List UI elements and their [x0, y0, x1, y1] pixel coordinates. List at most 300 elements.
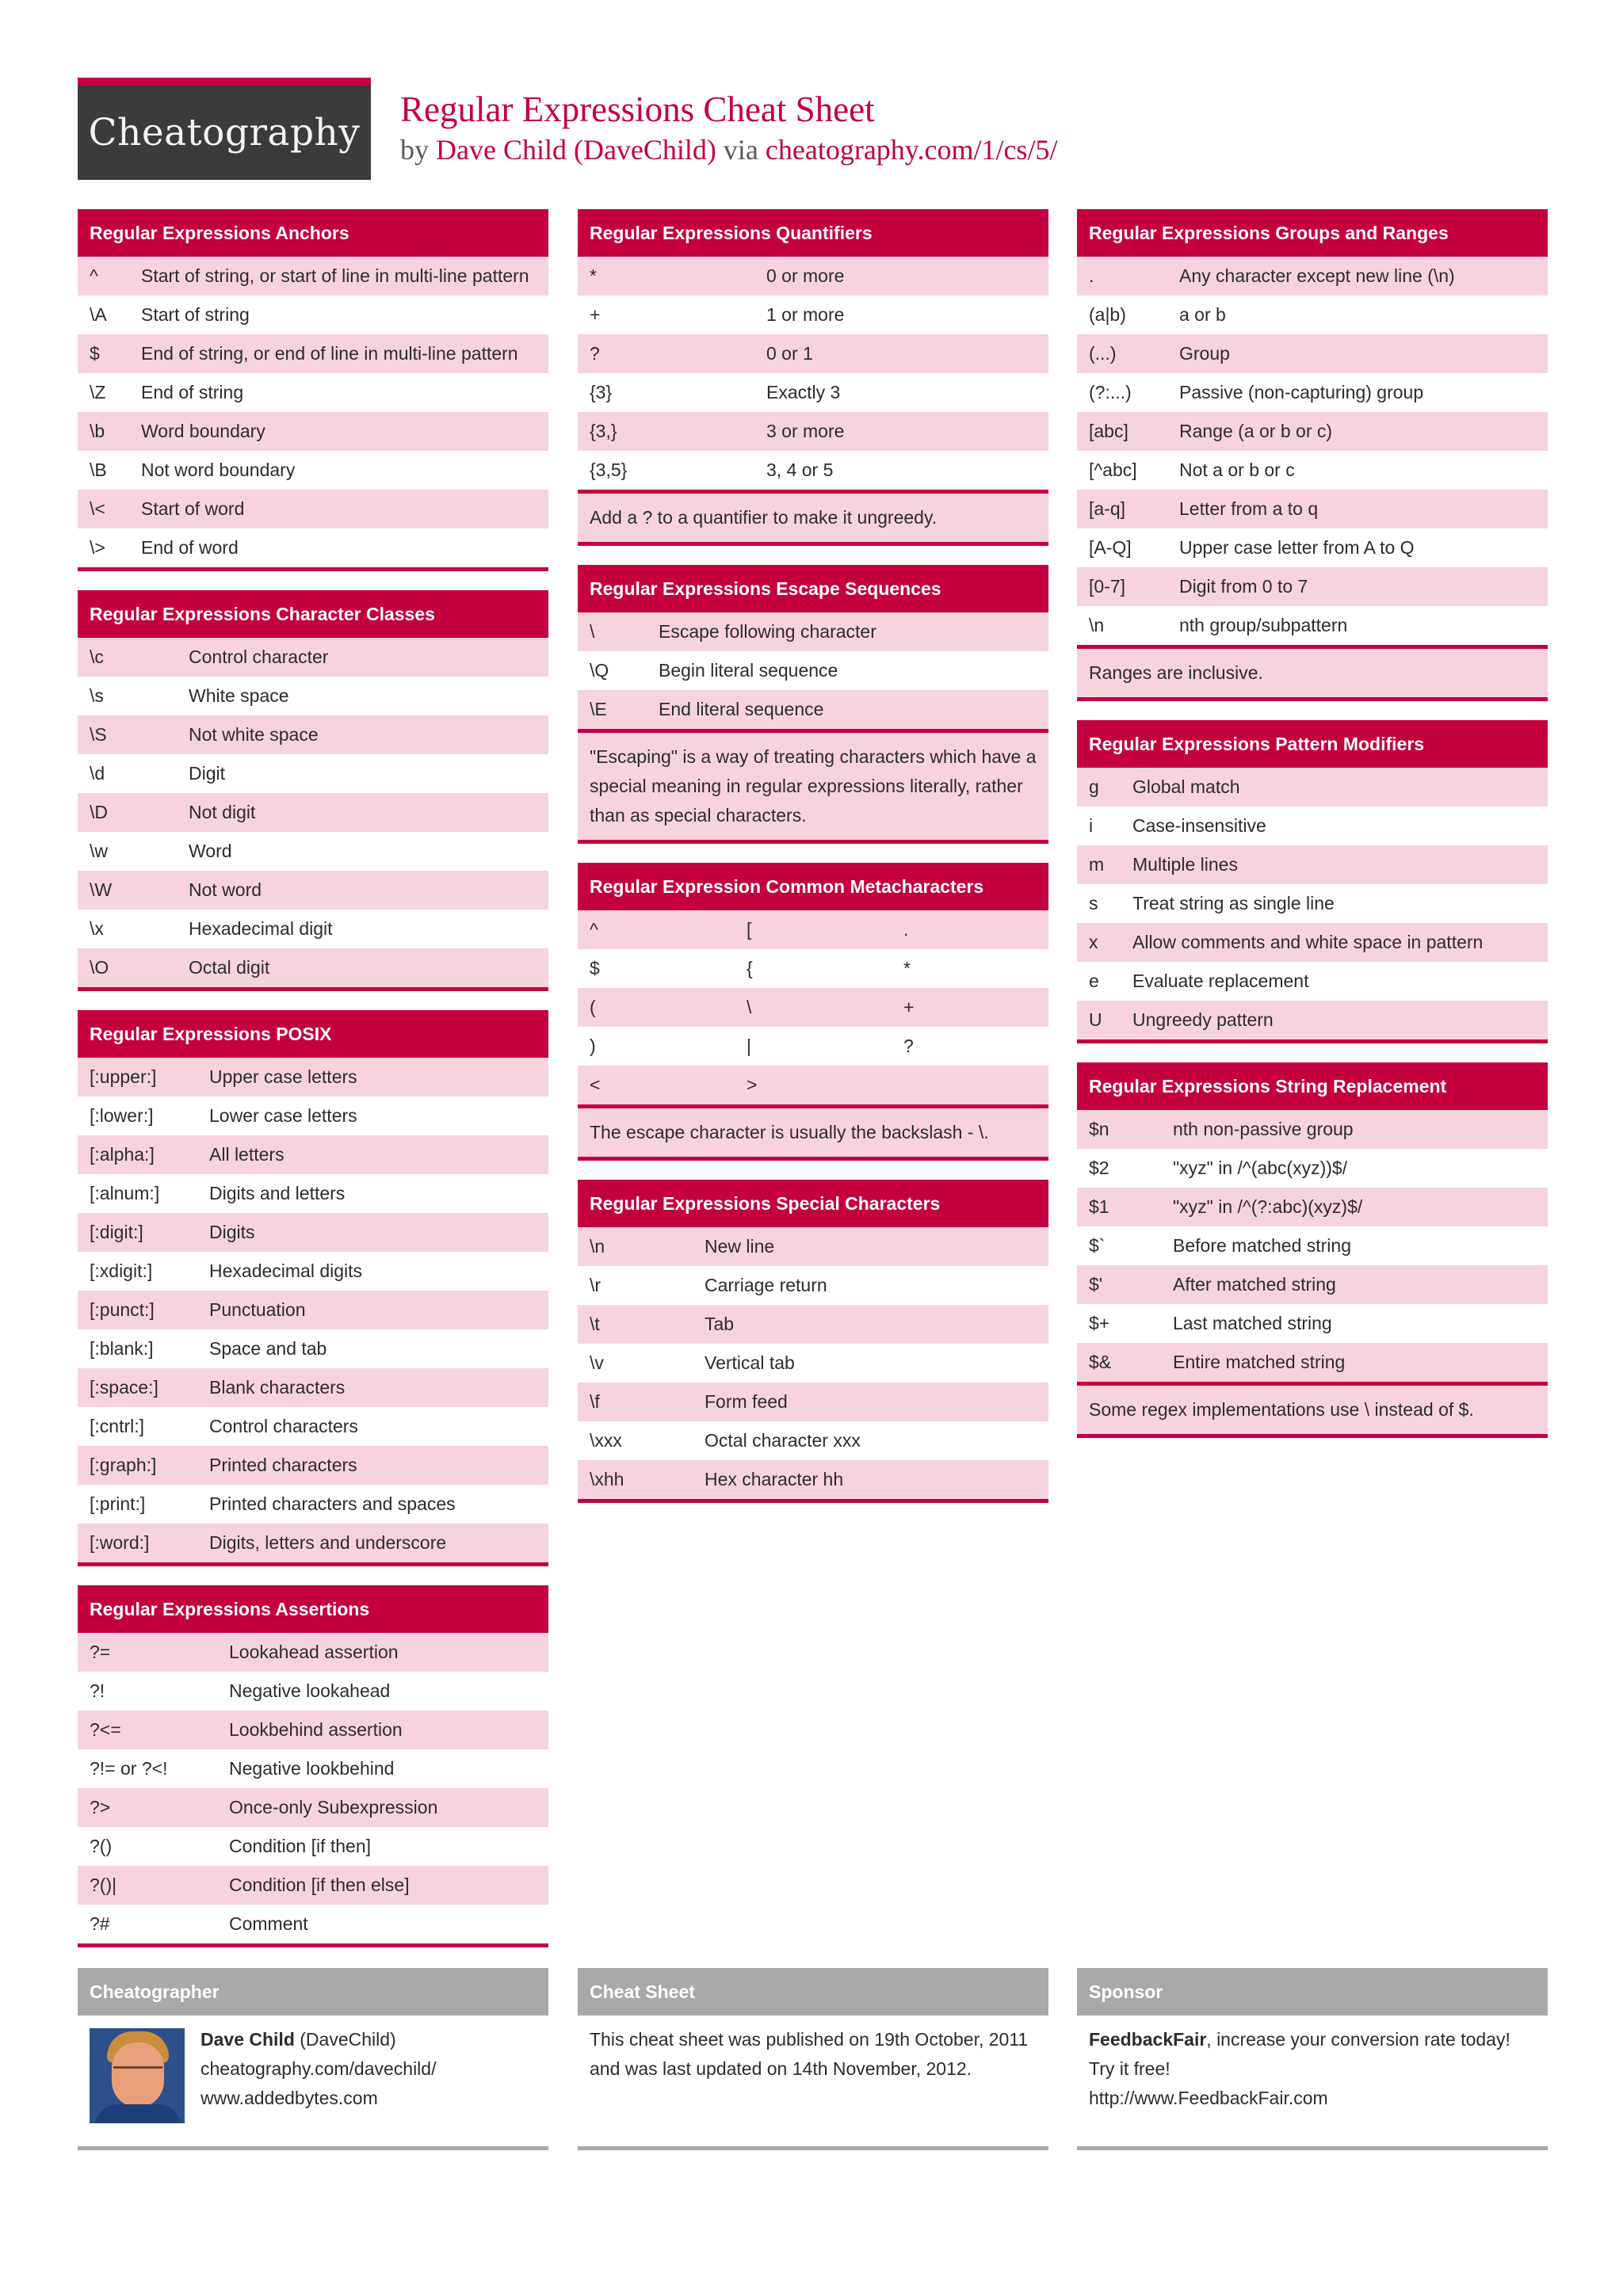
- section-note: Ranges are inclusive.: [1077, 649, 1548, 701]
- syntax-cell: g: [1089, 776, 1099, 797]
- table-row: [78, 296, 548, 334]
- table-row: [78, 1485, 548, 1524]
- section-string-replacement: [1077, 1062, 1548, 1438]
- description-cell: Evaluate replacement: [1132, 971, 1309, 991]
- table-row: [578, 690, 1048, 729]
- description-cell: \: [747, 997, 752, 1017]
- table-row: [1077, 567, 1548, 606]
- description-cell: *: [903, 958, 911, 978]
- section-escape-sequences: [578, 565, 1048, 844]
- syntax-cell: [:alnum:]: [90, 1183, 160, 1203]
- table-row: [78, 1291, 548, 1329]
- section-rows: [578, 910, 1048, 1108]
- section-rows: [78, 1058, 548, 1566]
- syntax-cell: \A: [90, 304, 107, 325]
- description-cell: Digit from 0 to 7: [1179, 576, 1308, 597]
- table-row: [578, 373, 1048, 412]
- description-cell: a or b: [1179, 304, 1226, 325]
- table-row: [78, 1097, 548, 1135]
- table-row: [1077, 528, 1548, 567]
- section-title: Regular Expressions String Replacement: [1077, 1062, 1548, 1110]
- section-title: Regular Expression Common Metacharacters: [578, 863, 1048, 910]
- sponsor-url-link[interactable]: http://www.FeedbackFair.com: [1089, 2088, 1328, 2108]
- column-2: [578, 209, 1048, 1522]
- syntax-cell: $n: [1089, 1119, 1109, 1139]
- syntax-cell: {3,5}: [590, 460, 628, 480]
- section-groups-ranges: [1077, 209, 1548, 701]
- description-cell: Entire matched string: [1173, 1352, 1346, 1372]
- table-row: [78, 871, 548, 910]
- table-row: [78, 1749, 548, 1788]
- syntax-cell: \O: [90, 957, 109, 978]
- footer-title: Cheatographer: [78, 1968, 548, 2016]
- section-title: Regular Expressions Anchors: [78, 209, 548, 257]
- syntax-cell: i: [1089, 815, 1094, 836]
- description-cell: Space and tab: [209, 1338, 327, 1359]
- table-row: [78, 754, 548, 793]
- syntax-cell: $': [1089, 1274, 1103, 1295]
- table-row: [578, 651, 1048, 690]
- description-cell: Ungreedy pattern: [1132, 1009, 1274, 1030]
- description-cell: nth non-passive group: [1173, 1119, 1354, 1139]
- description-cell: Lookahead assertion: [229, 1642, 399, 1662]
- avatar-glasses: [113, 2066, 162, 2080]
- description-cell: Printed characters and spaces: [209, 1493, 456, 1514]
- description-cell: After matched string: [1173, 1274, 1336, 1295]
- table-row: [1077, 768, 1548, 807]
- syntax-cell: ): [590, 1035, 596, 1056]
- syntax-cell: \B: [90, 460, 107, 480]
- section-rows: [78, 1633, 548, 1947]
- description-cell: 0 or 1: [766, 343, 813, 364]
- syntax-cell: ?>: [90, 1797, 111, 1817]
- table-row: [78, 1252, 548, 1291]
- description-cell: {: [747, 958, 753, 978]
- table-row: [578, 949, 1048, 988]
- description-cell: Letter from a to q: [1179, 498, 1319, 519]
- author-avatar[interactable]: [90, 2028, 185, 2123]
- table-row: [78, 1788, 548, 1827]
- table-row: [1077, 1343, 1548, 1382]
- description-cell: Escape following character: [659, 621, 876, 642]
- table-row: [78, 1827, 548, 1866]
- section-rows: [1077, 1110, 1548, 1386]
- syntax-cell: \S: [90, 724, 107, 745]
- syntax-cell: $: [590, 958, 600, 978]
- table-row: [78, 528, 548, 567]
- description-cell: Not word: [189, 879, 262, 900]
- syntax-cell: .: [1089, 265, 1094, 286]
- syntax-cell: $`: [1089, 1235, 1106, 1256]
- syntax-cell: ?<=: [90, 1719, 121, 1740]
- description-cell: Not a or b or c: [1179, 460, 1295, 480]
- section-posix: [78, 1010, 548, 1566]
- syntax-cell: e: [1089, 971, 1099, 991]
- description-cell: Start of word: [141, 498, 245, 519]
- syntax-cell: \Q: [590, 660, 609, 681]
- syntax-cell: ^: [590, 919, 598, 940]
- table-row: [578, 257, 1048, 296]
- description-cell: 3, 4 or 5: [766, 460, 834, 480]
- byline: [400, 133, 1057, 166]
- section-character-classes: [78, 590, 548, 991]
- section-rows: [78, 638, 548, 991]
- description-cell: Group: [1179, 343, 1230, 364]
- author-handle: (DaveChild): [300, 2029, 396, 2050]
- table-row: [78, 638, 548, 677]
- section-title: Regular Expressions Pattern Modifiers: [1077, 720, 1548, 768]
- syntax-cell: \Z: [90, 382, 106, 402]
- column-3: [1077, 209, 1548, 1457]
- table-row: [78, 1407, 548, 1446]
- sponsor-cta: Try it free!: [1089, 2058, 1170, 2079]
- table-row: [78, 1524, 548, 1562]
- logo-text: Cheatography: [88, 111, 361, 154]
- syntax-cell: \D: [90, 802, 108, 822]
- section-anchors: [78, 209, 548, 571]
- description-cell: Upper case letters: [209, 1066, 357, 1087]
- table-row: [78, 1672, 548, 1711]
- section-rows: [1077, 257, 1548, 649]
- section-note: Add a ? to a quantifier to make it ungreedy.: [578, 494, 1048, 546]
- section-rows: [578, 1227, 1048, 1503]
- description-cell: White space: [189, 685, 289, 706]
- table-row: [1077, 1304, 1548, 1343]
- byline-by: by: [400, 134, 429, 166]
- description-cell: Printed characters: [209, 1455, 357, 1475]
- table-row: [1077, 373, 1548, 412]
- syntax-cell: \r: [590, 1275, 601, 1295]
- description-cell: Negative lookahead: [229, 1680, 391, 1701]
- syntax-cell: ?!: [90, 1680, 105, 1701]
- description-cell: End of string: [141, 382, 244, 402]
- table-row: [578, 334, 1048, 373]
- table-row: [78, 257, 548, 296]
- table-row: [1077, 412, 1548, 451]
- description-cell: nth group/subpattern: [1179, 615, 1348, 635]
- syntax-cell: s: [1089, 893, 1098, 913]
- sponsor-text: [1077, 2016, 1548, 2113]
- syntax-cell: \<: [90, 498, 105, 519]
- description-cell: Passive (non-capturing) group: [1179, 382, 1424, 402]
- syntax-cell: \s: [90, 685, 104, 706]
- description-cell: 3 or more: [766, 421, 845, 441]
- table-row: [578, 296, 1048, 334]
- table-row: [1077, 807, 1548, 845]
- footer-title: Cheat Sheet: [578, 1968, 1048, 2016]
- description-cell: ?: [903, 1035, 914, 1056]
- description-cell: Not digit: [189, 802, 256, 822]
- syntax-cell: [:blank:]: [90, 1338, 154, 1359]
- syntax-cell: [:space:]: [90, 1377, 158, 1398]
- syntax-cell: [abc]: [1089, 421, 1128, 441]
- table-row: [578, 1266, 1048, 1305]
- description-cell: Hexadecimal digit: [189, 918, 333, 939]
- table-row: [78, 910, 548, 948]
- description-cell: Upper case letter from A to Q: [1179, 537, 1415, 558]
- table-row: [578, 1460, 1048, 1499]
- description-cell: End literal sequence: [659, 699, 824, 719]
- description-cell: Once-only Subexpression: [229, 1797, 438, 1817]
- section-metacharacters: [578, 863, 1048, 1161]
- description-cell: New line: [705, 1236, 775, 1257]
- description-cell: Start of string, or start of line in multi-line pattern: [141, 265, 529, 286]
- table-row: [1077, 962, 1548, 1001]
- syntax-cell: \W: [90, 879, 113, 900]
- author-line: [200, 2025, 436, 2054]
- syntax-cell: \t: [590, 1314, 600, 1334]
- syntax-cell: ?: [590, 343, 600, 364]
- description-cell: Start of string: [141, 304, 250, 325]
- syntax-cell: ^: [90, 265, 98, 286]
- description-cell: [892, 1066, 1048, 1104]
- syntax-cell: \: [590, 621, 595, 642]
- table-row: [78, 1866, 548, 1905]
- syntax-cell: \w: [90, 841, 108, 861]
- table-row: [1077, 334, 1548, 373]
- section-title: Regular Expressions Escape Sequences: [578, 565, 1048, 612]
- section-title: Regular Expressions Character Classes: [78, 590, 548, 638]
- table-row: [1077, 923, 1548, 962]
- description-cell: Range (a or b or c): [1179, 421, 1333, 441]
- column-1: [78, 209, 548, 1966]
- syntax-cell: $&: [1089, 1352, 1112, 1372]
- description-cell: Control character: [189, 646, 329, 667]
- description-cell: "xyz" in /^(?:abc)(xyz)$/: [1173, 1196, 1363, 1217]
- cheatography-logo[interactable]: [78, 78, 371, 180]
- description-cell: Digits: [209, 1222, 255, 1242]
- syntax-cell: [:punct:]: [90, 1299, 155, 1320]
- section-quantifiers: [578, 209, 1048, 546]
- syntax-cell: *: [590, 265, 597, 286]
- description-cell: Octal digit: [189, 957, 270, 978]
- description-cell: Not white space: [189, 724, 319, 745]
- table-row: [578, 910, 1048, 949]
- syntax-cell: \b: [90, 421, 105, 441]
- description-cell: Control characters: [209, 1416, 358, 1436]
- syntax-cell: (a|b): [1089, 304, 1126, 325]
- description-cell: Digit: [189, 763, 226, 784]
- table-row: [78, 451, 548, 490]
- section-note: The escape character is usually the backslash - \.: [578, 1108, 1048, 1161]
- description-cell: Condition [if then]: [229, 1836, 372, 1856]
- syntax-cell: (: [590, 997, 596, 1017]
- syntax-cell: [:cntrl:]: [90, 1416, 145, 1436]
- description-cell: Condition [if then else]: [229, 1875, 410, 1895]
- description-cell: Any character except new line (\n): [1179, 265, 1455, 286]
- section-pattern-modifiers: [1077, 720, 1548, 1043]
- table-row: [78, 334, 548, 373]
- description-cell: +: [903, 997, 915, 1017]
- syntax-cell: ?(): [90, 1836, 113, 1856]
- section-title: Regular Expressions Assertions: [78, 1585, 548, 1633]
- syntax-cell: +: [590, 304, 601, 325]
- table-row: [78, 948, 548, 987]
- author-details: [200, 2025, 436, 2113]
- table-row: [1077, 296, 1548, 334]
- description-cell: Digits, letters and underscore: [209, 1532, 447, 1553]
- description-cell: Lower case letters: [209, 1105, 357, 1126]
- table-row: [578, 988, 1048, 1027]
- syntax-cell: [0-7]: [1089, 576, 1126, 597]
- section-rows: [1077, 768, 1548, 1043]
- description-cell: Before matched string: [1173, 1235, 1352, 1256]
- syntax-cell: [:alpha:]: [90, 1144, 155, 1165]
- table-row: [578, 1421, 1048, 1460]
- syntax-cell: \n: [590, 1236, 605, 1257]
- table-row: [78, 1135, 548, 1174]
- syntax-cell: m: [1089, 854, 1105, 875]
- syntax-cell: {3,}: [590, 421, 617, 441]
- syntax-cell: ?!= or ?<!: [90, 1758, 168, 1779]
- description-cell: Vertical tab: [705, 1352, 795, 1373]
- table-row: [1077, 1265, 1548, 1304]
- description-cell: Form feed: [705, 1391, 788, 1412]
- table-row: [78, 1905, 548, 1943]
- section-assertions: [78, 1585, 548, 1947]
- page-title: Regular Expressions Cheat Sheet: [400, 90, 875, 129]
- description-cell: Multiple lines: [1132, 854, 1238, 875]
- author-profile-link[interactable]: cheatography.com/davechild/: [200, 2058, 437, 2079]
- syntax-cell: [A-Q]: [1089, 537, 1132, 558]
- table-row: [1077, 845, 1548, 884]
- syntax-cell: [^abc]: [1089, 460, 1137, 480]
- section-note: Some regex implementations use \ instead of $.: [1077, 1386, 1548, 1438]
- table-row: [78, 490, 548, 528]
- table-row: [578, 412, 1048, 451]
- author-website-link[interactable]: www.addedbytes.com: [200, 2088, 378, 2108]
- syntax-cell: [:graph:]: [90, 1455, 157, 1475]
- description-cell: End of word: [141, 537, 239, 558]
- table-row: [578, 451, 1048, 490]
- publication-info: This cheat sheet was published on 19th October, 2011 and was last updated on 14th November, 2012.: [590, 2029, 1029, 2079]
- description-cell: Last matched string: [1173, 1313, 1332, 1333]
- description-cell: Comment: [229, 1913, 308, 1934]
- table-row: [78, 1058, 548, 1097]
- description-cell: All letters: [209, 1144, 285, 1165]
- section-special-characters: [578, 1180, 1048, 1503]
- description-cell: 0 or more: [766, 265, 845, 286]
- syntax-cell: \E: [590, 699, 607, 719]
- section-title: Regular Expressions Special Characters: [578, 1180, 1048, 1227]
- sponsor-line: [1089, 2025, 1536, 2054]
- footer-sponsor: [1077, 1968, 1548, 2150]
- syntax-cell: U: [1089, 1009, 1102, 1030]
- description-cell: Blank characters: [209, 1377, 346, 1398]
- description-cell: Lookbehind assertion: [229, 1719, 403, 1740]
- description-cell: Tab: [705, 1314, 735, 1334]
- author-link[interactable]: Dave Child (DaveChild): [436, 134, 716, 166]
- syntax-cell: {3}: [590, 382, 613, 402]
- description-cell: Case-insensitive: [1132, 815, 1266, 836]
- description-cell: 1 or more: [766, 304, 845, 325]
- sponsor-tagline: , increase your conversion rate today!: [1206, 2029, 1510, 2050]
- description-cell: Allow comments and white space in pattern: [1132, 932, 1484, 952]
- description-cell: >: [747, 1074, 758, 1095]
- sheet-url-link[interactable]: cheatography.com/1/cs/5/: [765, 134, 1058, 166]
- table-row: [1077, 1188, 1548, 1226]
- section-title: Regular Expressions Groups and Ranges: [1077, 209, 1548, 257]
- table-row: [1077, 884, 1548, 923]
- section-title: Regular Expressions Quantifiers: [578, 209, 1048, 257]
- table-row: [78, 1446, 548, 1485]
- table-row: [1077, 257, 1548, 296]
- table-row: [78, 1329, 548, 1368]
- syntax-cell: $+: [1089, 1313, 1110, 1333]
- table-row: [1077, 606, 1548, 645]
- syntax-cell: [:lower:]: [90, 1105, 154, 1126]
- author-name[interactable]: Dave Child: [200, 2029, 295, 2050]
- description-cell: Hexadecimal digits: [209, 1261, 363, 1281]
- footer-body: [78, 2016, 548, 2150]
- syntax-cell: \xxx: [590, 1430, 622, 1451]
- syntax-cell: x: [1089, 932, 1098, 952]
- table-row: [78, 1368, 548, 1407]
- description-cell: Word boundary: [141, 421, 265, 441]
- table-row: [78, 715, 548, 754]
- table-row: [78, 1633, 548, 1672]
- table-row: [578, 1344, 1048, 1383]
- footer-cheatographer: [78, 1968, 548, 2150]
- syntax-cell: [:print:]: [90, 1493, 146, 1514]
- table-row: [78, 412, 548, 451]
- description-cell: Hex character hh: [705, 1469, 844, 1489]
- description-cell: Octal character xxx: [705, 1430, 861, 1451]
- syntax-cell: ?=: [90, 1642, 111, 1662]
- footer-title: Sponsor: [1077, 1968, 1548, 2016]
- syntax-cell: [:word:]: [90, 1532, 150, 1553]
- table-row: [578, 1305, 1048, 1344]
- description-cell: Global match: [1132, 776, 1240, 797]
- section-rows: [578, 612, 1048, 733]
- footer-body: [578, 2016, 1048, 2150]
- table-row: [578, 1066, 1048, 1104]
- section-note: "Escaping" is a way of treating characters which have a special meaning in regular expressions literally, rather than as special characters.: [578, 733, 1048, 844]
- description-cell: [: [747, 919, 752, 940]
- description-cell: Punctuation: [209, 1299, 306, 1320]
- sponsor-name[interactable]: FeedbackFair: [1089, 2029, 1207, 2050]
- section-title: Regular Expressions POSIX: [78, 1010, 548, 1058]
- byline-via: via: [723, 134, 758, 166]
- table-row: [578, 1027, 1048, 1066]
- table-row: [78, 1213, 548, 1252]
- table-row: [78, 832, 548, 871]
- description-cell: Begin literal sequence: [659, 660, 838, 681]
- syntax-cell: $1: [1089, 1196, 1109, 1217]
- syntax-cell: ?()|: [90, 1875, 117, 1895]
- footer-body: [1077, 2016, 1548, 2150]
- table-row: [78, 373, 548, 412]
- table-row: [1077, 1149, 1548, 1188]
- description-cell: Treat string as single line: [1132, 893, 1335, 913]
- table-row: [578, 612, 1048, 651]
- section-rows: [578, 257, 1048, 494]
- syntax-cell: $2: [1089, 1158, 1109, 1178]
- description-cell: Not word boundary: [141, 460, 296, 480]
- syntax-cell: \f: [590, 1391, 600, 1412]
- syntax-cell: \xhh: [590, 1469, 624, 1489]
- table-row: [78, 1711, 548, 1749]
- table-row: [578, 1227, 1048, 1266]
- description-cell: Exactly 3: [766, 382, 841, 402]
- table-row: [1077, 1110, 1548, 1149]
- syntax-cell: \d: [90, 763, 105, 784]
- syntax-cell: [:digit:]: [90, 1222, 143, 1242]
- description-cell: Negative lookbehind: [229, 1758, 395, 1779]
- syntax-cell: \n: [1089, 615, 1105, 635]
- syntax-cell: \>: [90, 537, 105, 558]
- syntax-cell: (...): [1089, 343, 1117, 364]
